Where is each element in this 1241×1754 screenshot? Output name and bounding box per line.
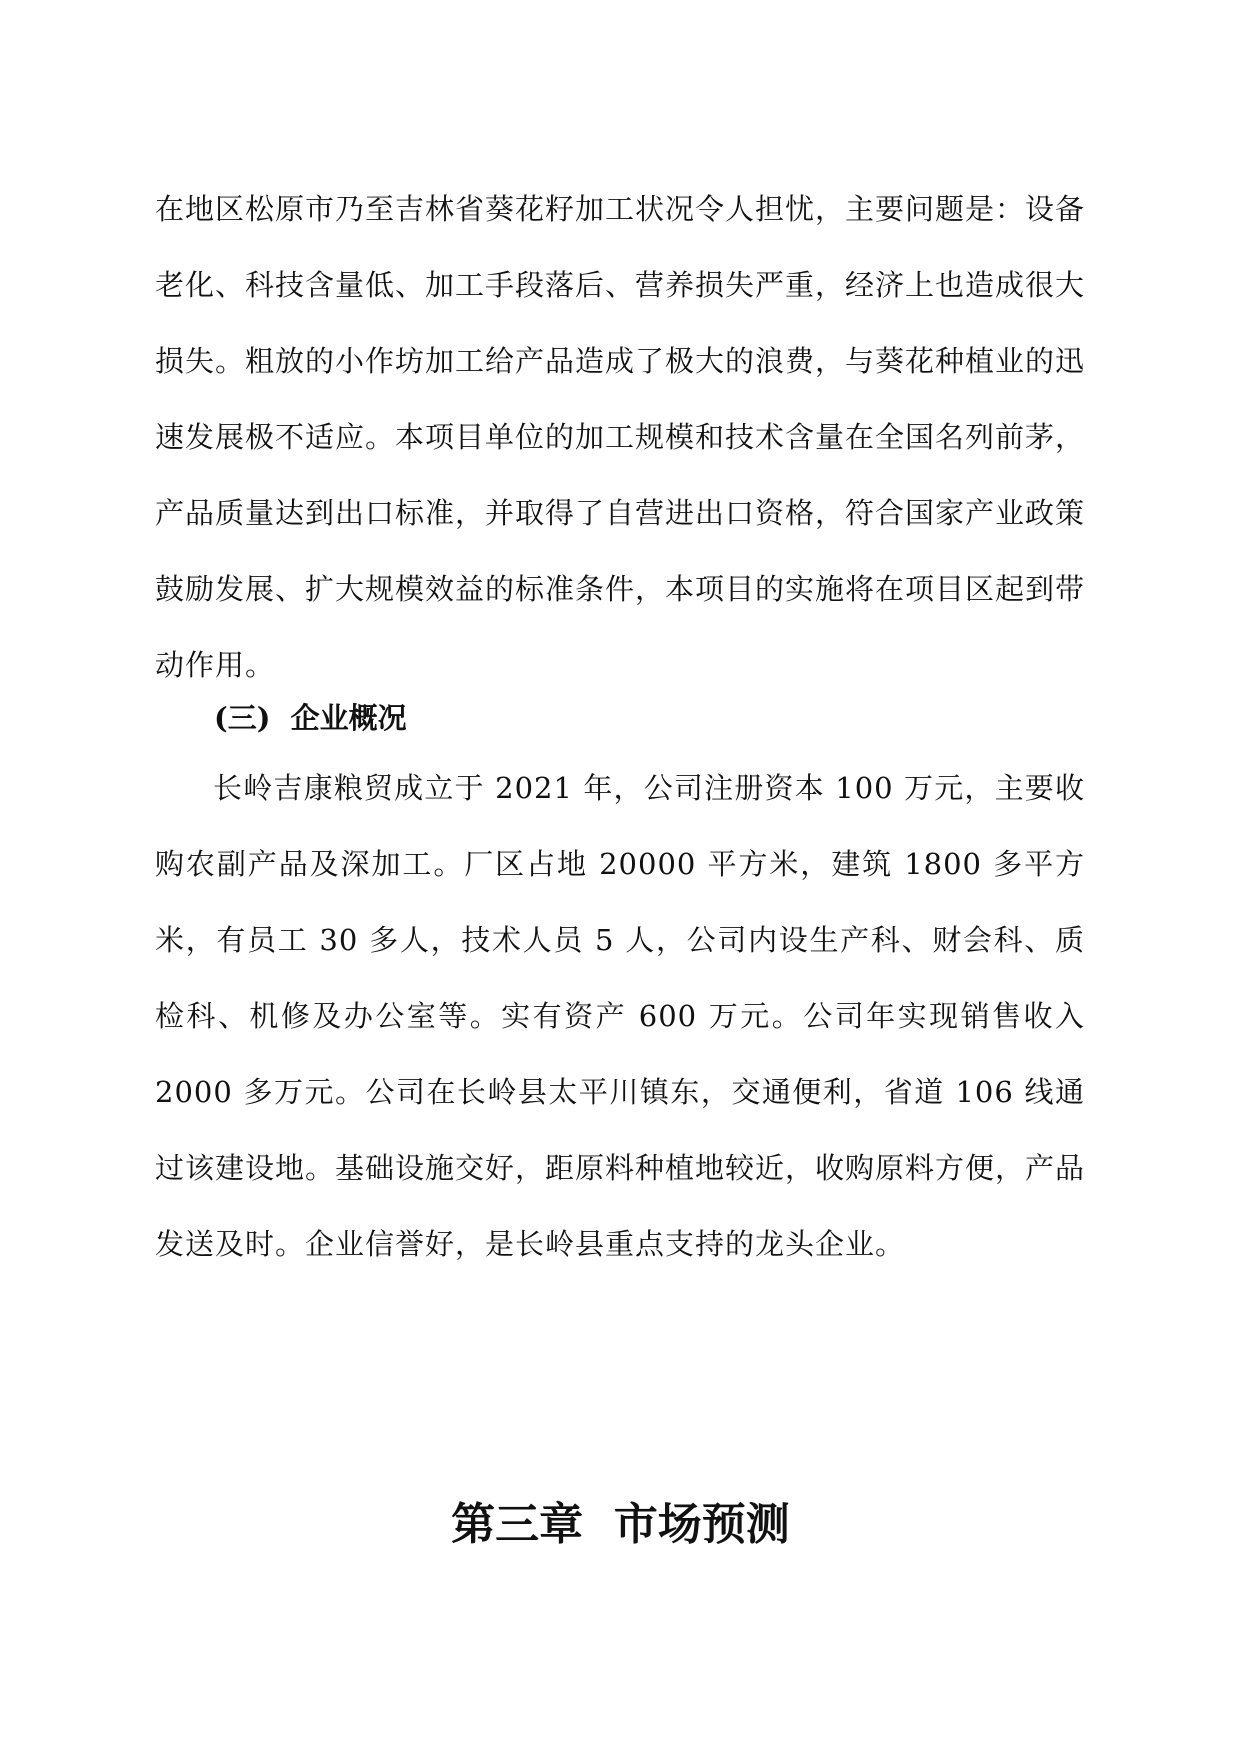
paragraph-continued: 在地区松原市乃至吉林省葵花籽加工状况令人担忧，主要问题是：设备老化、科技含量低、加工手段落后、营养损失严重，经济上也造成很大损失。粗放的小作坊加工给产品造成了极大的浪费，与葵花种植业的迅速发展极不适应。本项目单位的加工规模和技术含量在全国名列前茅，产品质量达到出口标准，并取得了自营进出口资格，符合国家产业政策鼓励发展、扩大规模效益的标准条件，本项目的实施将在项目区起到带动作用。 xyxy=(155,192,1086,682)
section-heading: (三) 企业概况 xyxy=(214,701,407,735)
chapter-title: 第三章 市场预测 xyxy=(451,1499,790,1550)
company-overview-paragraph: 长岭吉康粮贸成立于 2021 年，公司注册资本 100 万元，主要收购农副产品及深加工。厂区占地 20000 平方米，建筑 1800 多平方米，有员工 30 多人，技术人员 5 人，公司内设生产科、财会科、质检科、机修及办公室等。实有资产 600 万元。公司年实现销售收入 2000 多万元。公司在长岭县太平川镇东，交通便利，省道 106 线通过该建设地。基础设施交好，距原料种植地较近，收购原料方便，产品发送及时。企业信誉好，是长岭县重点支持的龙头企业。 xyxy=(155,771,1086,1261)
